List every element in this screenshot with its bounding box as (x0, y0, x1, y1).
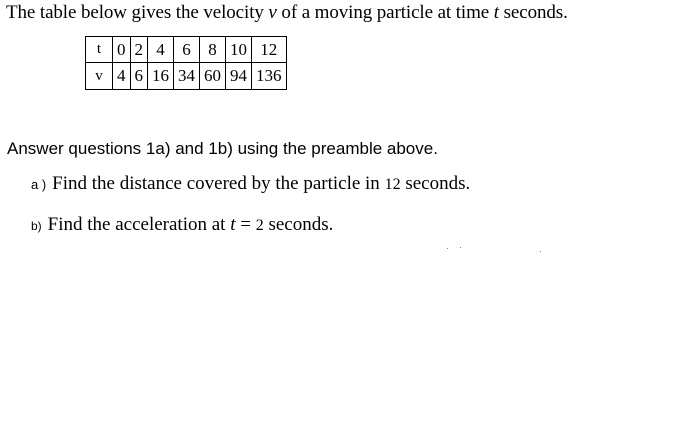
table-cell: 4 (148, 37, 174, 63)
question-b-suffix: seconds. (263, 214, 334, 235)
question-b-marker: b) (31, 219, 42, 233)
question-a-marker: a ) (31, 177, 47, 192)
table-cell: 16 (148, 63, 174, 90)
table-cell: 12 (252, 37, 287, 63)
table-cell: 6 (130, 63, 148, 90)
scan-speck (460, 247, 461, 248)
question-a-suffix: seconds. (400, 173, 471, 194)
question-b-text: Find the acceleration at (47, 214, 231, 235)
table-cell: 34 (174, 63, 200, 90)
question-b-number: 2 (255, 217, 264, 234)
table-cell: 4 (113, 63, 131, 90)
velocity-row (86, 63, 287, 90)
question-b-equals: = (235, 214, 256, 235)
table-cell: 94 (226, 63, 252, 90)
var-t: t (493, 2, 499, 23)
table-cell: 2 (130, 37, 148, 63)
table-cell: 0 (113, 37, 131, 63)
row-label-v: v (86, 63, 113, 90)
intro-text (6, 2, 568, 24)
table-cell: 10 (226, 37, 252, 63)
table-cell: 6 (174, 37, 200, 63)
intro-part2: of a moving particle at time (276, 2, 494, 23)
row-label-t: t (86, 37, 113, 63)
table-cell: 8 (200, 37, 226, 63)
question-a-number: 12 (384, 176, 401, 193)
question-a (31, 173, 470, 195)
intro-part1: The table below gives the velocity (6, 2, 269, 23)
question-b-var: t (230, 214, 236, 235)
preamble-instruction: Answer questions 1a) and 1b) using the preamble above. (7, 139, 438, 158)
table-cell: 60 (200, 63, 226, 90)
velocity-table (85, 36, 287, 90)
table-cell: 136 (252, 63, 287, 90)
scan-speck (447, 248, 448, 249)
question-b (31, 214, 333, 236)
intro-part3: seconds. (498, 2, 568, 23)
question-a-text: Find the distance covered by the particle in (52, 173, 385, 194)
scan-speck (540, 251, 541, 252)
var-v: v (268, 2, 277, 23)
time-row (86, 37, 287, 63)
